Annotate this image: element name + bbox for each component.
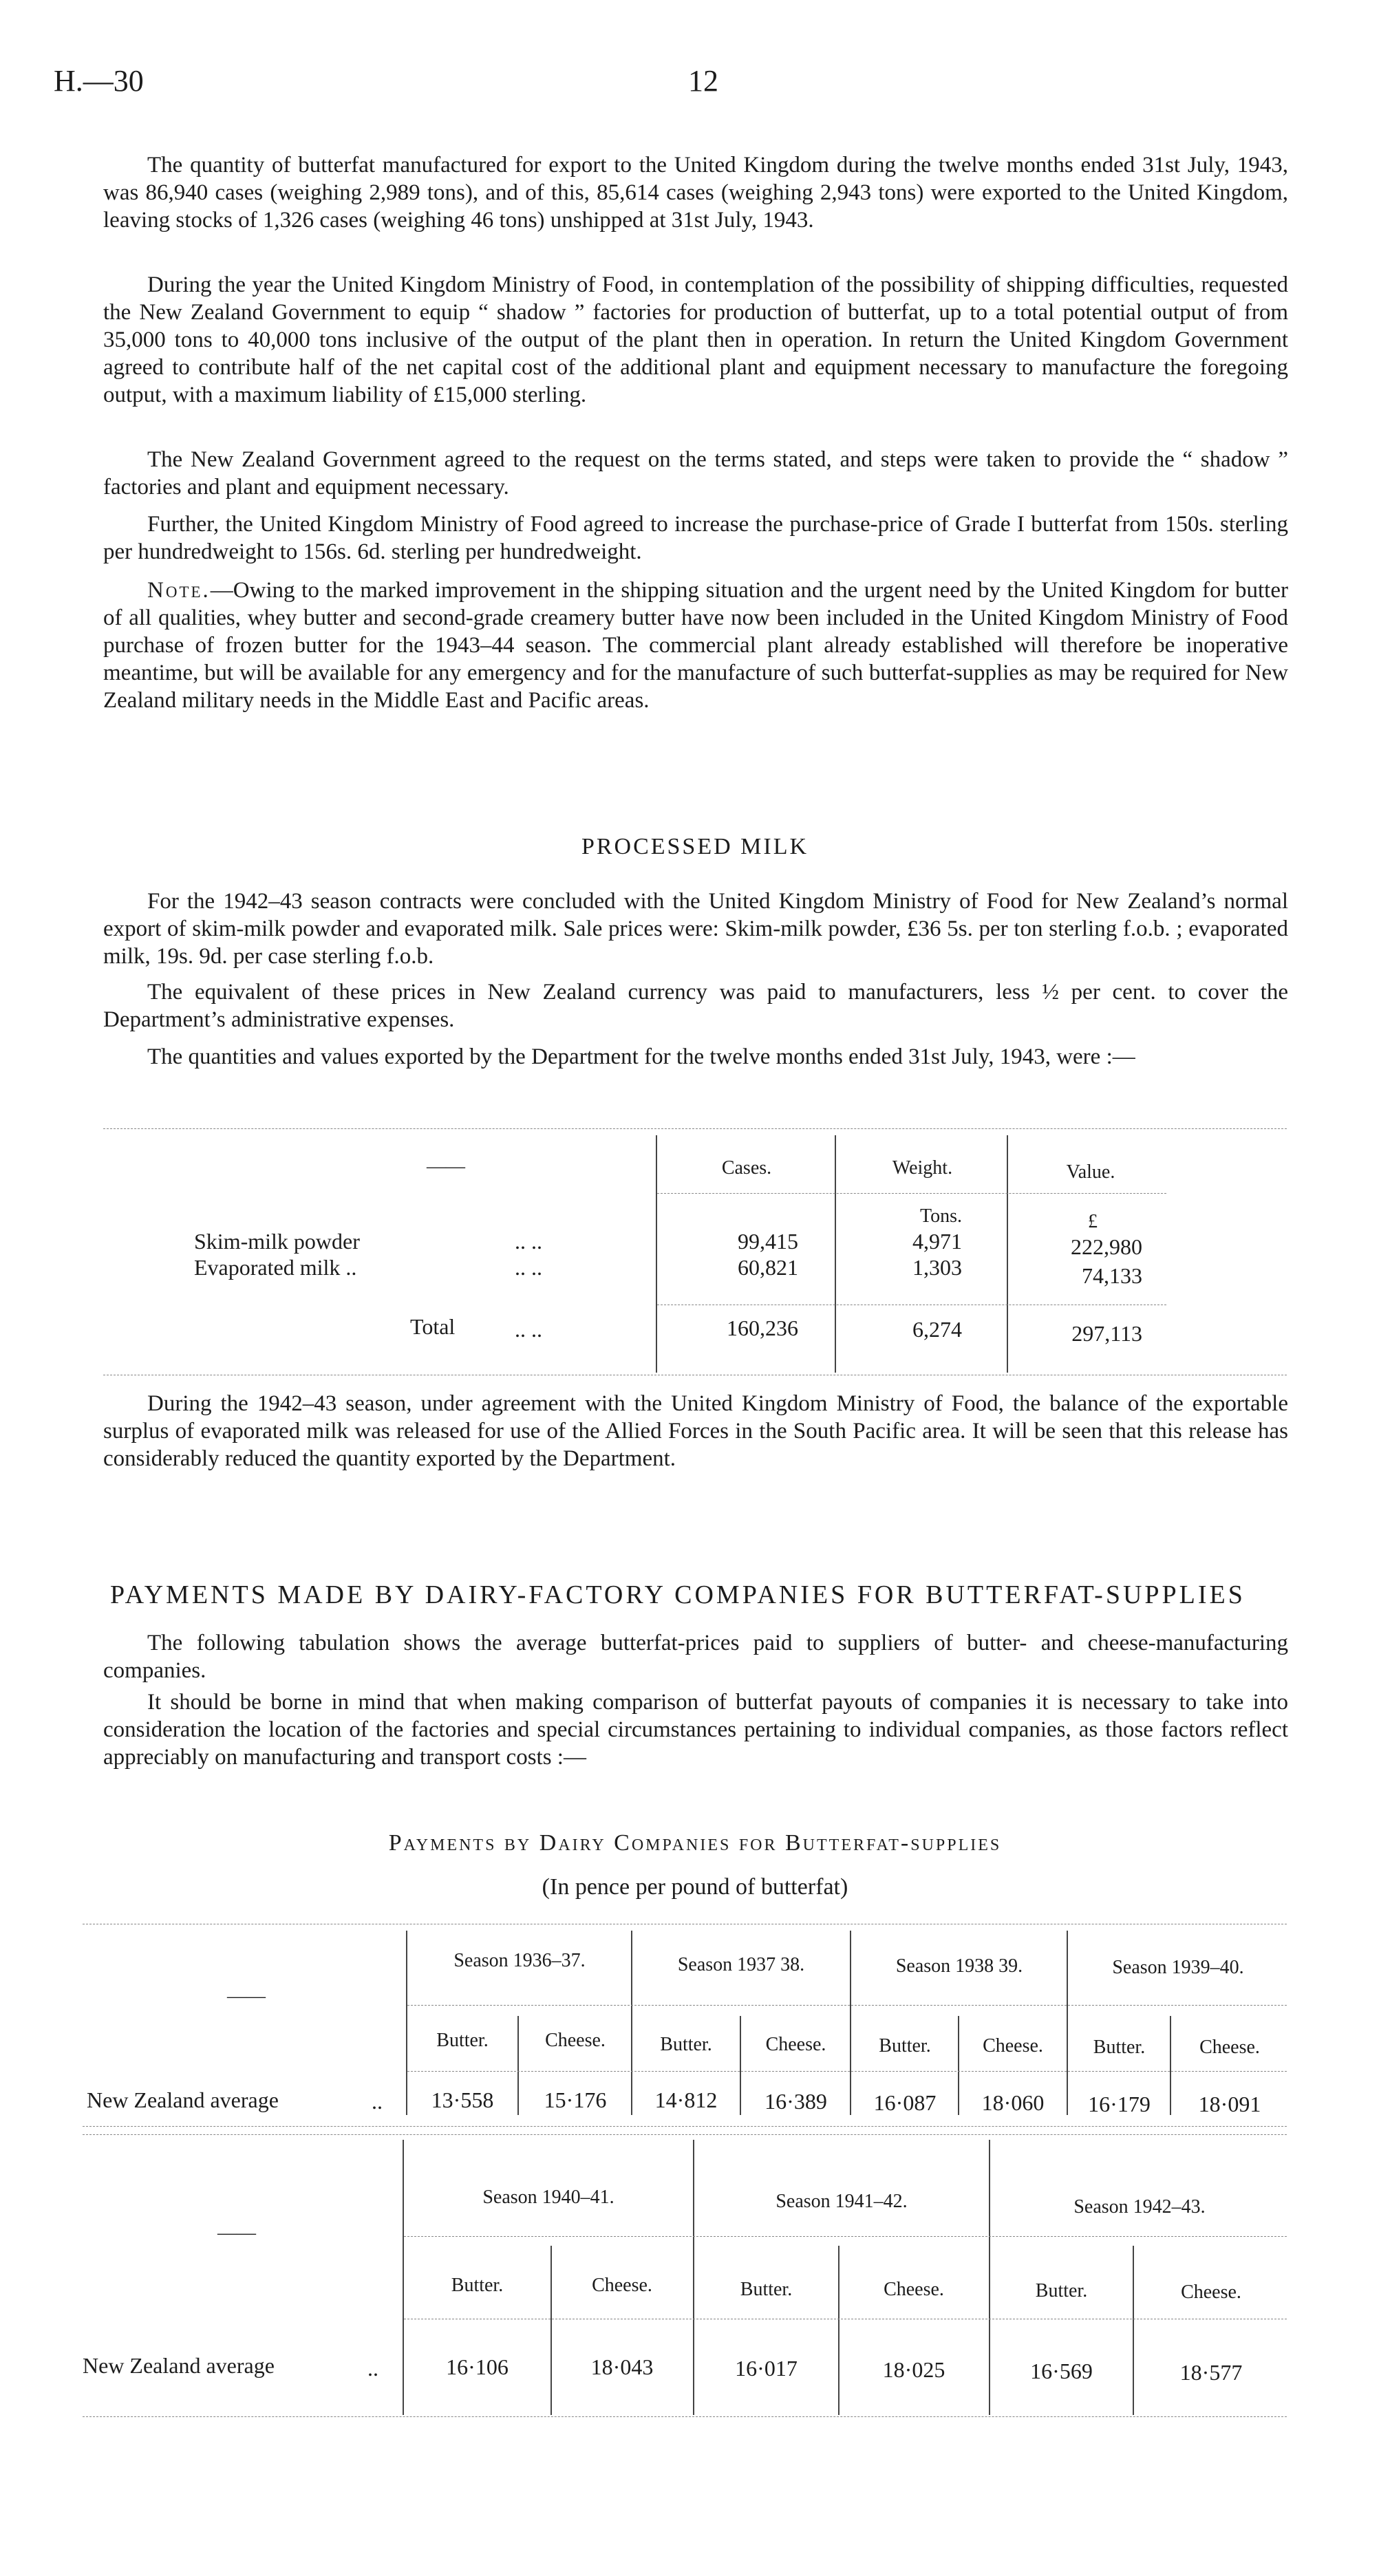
season-header: Season 1942–43. [1073,2196,1206,2218]
column-rule [403,2140,404,2415]
butter-value: 16·179 [1088,2092,1151,2116]
column-rule [835,1135,836,1373]
leader-dots: .. [367,2356,378,2381]
column-rule [1133,2246,1134,2415]
cheese-value: 18·091 [1198,2092,1261,2116]
paragraph-note [103,577,1288,714]
stub-dash: —— [217,2222,256,2244]
column-rule [1007,1135,1008,1373]
cheese-value: 18·043 [590,2354,654,2379]
column-rule [850,1931,851,2115]
col-header-value: Value. [1066,1161,1115,1183]
cheese-header: Cheese. [884,2279,944,2300]
cheese-header: Cheese. [592,2275,652,2296]
cases-total: 160,236 [727,1316,798,1340]
season-header: Season 1939–40. [1112,1957,1244,1978]
row-label: Skim-milk powder [194,1229,360,1254]
butter-value: 16·087 [873,2090,937,2115]
payments-table-title: Payments by Dairy Companies for Butterfat-supplies [388,1830,1002,1856]
milk-table-stub-dash: —— [427,1156,465,1177]
column-rule [550,2246,552,2415]
page-number: 12 [688,64,718,98]
leader-dots: .. .. [515,1255,542,1280]
header-rule [407,2071,1287,2072]
column-rule [517,2016,519,2115]
stub-dash: —— [227,1986,266,2007]
butter-header: Butter. [660,2034,712,2055]
col-header-weight: Weight. [892,1157,953,1179]
season-rule [404,2236,1287,2237]
column-rule [406,1931,407,2115]
cases-value: 60,821 [738,1255,798,1280]
table-top-rule [103,1128,1287,1129]
note-text: —Owing to the marked improvement in the shipping situation and the urgent need by the United Kingdom for butter of all qualities, whey butter and second-grade creamery butter have now been included in the United Kingdom Ministry of Food purchase of frozen butter for the 1943–44 season. The commercial plant already established will therefore be inoperative meantime, but will be available for any emergency and for the manufacture of such butterfat-supplies as may be required for New Zealand military needs in the Middle East and Pacific areas. [103,578,1288,713]
paragraph-government-agreed: The New Zealand Government agreed to the request on the terms stated, and steps were taken to provide the “ shadow ” factories and plant and equipment necessary. [103,447,1288,500]
leader-dots: .. [372,2089,383,2114]
total-label: Total [410,1314,456,1339]
leader-dots: .. .. [515,1317,542,1342]
paragraph-butterfat-quantity: The quantity of butterfat manufactured for export to the United Kingdom during the twelve months ended 31st July, 1943, was 86,940 cases (weighing 2,989 tons), and of this, 85,614 cases (weighing 2,943 tons) were exported to the United Kingdom, leaving stocks of 1,326 cases (weighing 46 tons) unshipped at 31st July, 1943. [103,153,1288,233]
butter-value: 13·558 [431,2087,494,2112]
cheese-value: 15·176 [544,2087,607,2112]
season-rule [407,2005,1287,2006]
butter-header: Butter. [451,2275,504,2296]
column-rule [838,2246,840,2415]
cheese-header: Cheese. [983,2035,1043,2057]
row-label: Evaporated milk .. [194,1255,357,1280]
col-header-cases: Cases. [721,1157,772,1179]
weight-value: 1,303 [912,1255,962,1280]
leader-dots: .. .. [515,1229,542,1254]
note-label: Note. [147,578,211,603]
unit-weight: Tons. [919,1205,962,1227]
paragraph-tabulation-intro: The following tabulation shows the average butterfat-prices paid to suppliers of butter- and cheese-manufacturing companies. [103,1631,1288,1683]
paragraph-quantities-intro: The quantities and values exported by the Department for the twelve months ended 31st July, 1943, were :— [147,1044,1135,1069]
paragraph-shadow-factories: During the year the United Kingdom Ministry of Food, in contemplation of the possibility of shipping difficulties, requested the New Zealand Government to equip “ shadow ” factories for production of butterfat, up to a total potential output of from 35,000 tons to 40,000 tons inclusive of the output of the plant then in operation. In return the United Kingdom Government agreed to contribute half of the net capital cost of the additional plant and equipment necessary to manufacture the foregoing output, with a maximum liability of £15,000 sterling. [103,272,1288,407]
row-label: New Zealand average [83,2353,275,2378]
cases-value: 99,415 [738,1229,798,1254]
butter-value: 16·569 [1030,2359,1093,2383]
value-amount: 222,980 [1071,1234,1142,1259]
season-header: Season 1941–42. [776,2191,908,2212]
processed-milk-heading: PROCESSED MILK [581,834,809,859]
table-top-rule [83,2134,1287,2135]
butter-header: Butter. [879,2035,931,2057]
cheese-header: Cheese. [545,2030,606,2051]
cheese-header: Cheese. [1181,2282,1241,2303]
unit-value: £ [1088,1211,1098,1232]
payments-heading: PAYMENTS MADE BY DAIRY-FACTORY COMPANIES FOR BUTTERFAT-SUPPLIES [110,1580,1245,1609]
season-header: Season 1936–37. [453,1950,586,1971]
butter-header: Butter. [1093,2037,1146,2058]
cheese-value: 18·060 [981,2090,1045,2115]
payments-table-subtitle: (In pence per pound of butterfat) [542,1874,848,1900]
table-bottom-rule [83,2416,1287,2417]
column-rule [631,1931,632,2115]
document-code: H.—30 [54,64,144,98]
weight-value: 4,971 [912,1229,962,1254]
column-rule [693,2140,694,2415]
season-header: Season 1938 39. [895,1955,1023,1977]
column-rule [656,1135,657,1373]
paragraph-comparison-note: It should be borne in mind that when making comparison of butterfat payouts of companies it is necessary to take into consideration the location of the factories and special circumstances pertaining to individual companies, as those factors reflect appreciably on manufacturing and transport costs :— [103,1690,1288,1770]
butter-header: Butter. [436,2030,489,2051]
butter-value: 16·106 [446,2354,509,2379]
paragraph-purchase-price: Further, the United Kingdom Ministry of Food agreed to increase the purchase-price of Grade I butterfat from 150s. sterling per hundredweight to 156s. 6d. sterling per hundredweight. [103,512,1288,564]
value-total: 297,113 [1071,1321,1142,1346]
cheese-value: 18·025 [882,2357,945,2382]
butter-header: Butter. [1035,2280,1088,2301]
butter-header: Butter. [740,2279,793,2300]
value-amount: 74,133 [1082,1263,1142,1288]
cheese-header: Cheese. [1199,2037,1260,2058]
butter-value: 14·812 [654,2087,718,2112]
column-rule [1170,2016,1171,2115]
paragraph-release-agreement: During the 1942–43 season, under agreement with the United Kingdom Ministry of Food, the balance of the exportable surplus of evaporated milk was released for use of the Allied Forces in the South Pacific area. It will be seen that this release has considerably reduced the quantity exported by the Department. [103,1391,1288,1471]
row-label: New Zealand average [87,2087,279,2112]
cheese-value: 16·389 [764,2089,827,2114]
header-rule [657,1193,1166,1194]
weight-total: 6,274 [912,1317,962,1342]
cheese-header: Cheese. [765,2034,826,2055]
cheese-value: 18·577 [1179,2360,1243,2385]
column-rule [958,2016,959,2115]
paragraph-currency-equivalent: The equivalent of these prices in New Zealand currency was paid to manufacturers, less ½ per cent. to cover the Department’s administrative expenses. [103,980,1288,1032]
season-header: Season 1937 38. [677,1954,805,1975]
season-header: Season 1940–41. [482,2187,614,2208]
column-rule [1067,1931,1068,2115]
butter-value: 16·017 [735,2356,798,2381]
column-rule [989,2140,990,2415]
table-bottom-rule [83,2126,1287,2127]
column-rule [740,2016,741,2115]
paragraph-processed-contracts: For the 1942–43 season contracts were concluded with the United Kingdom Ministry of Food for New Zealand’s normal export of skim-milk powder and evaporated milk. Sale prices were: Skim-milk powder, £36 5s. per ton sterling f.o.b. ; evaporated milk, 19s. 9d. per case sterling f.o.b. [103,889,1288,969]
